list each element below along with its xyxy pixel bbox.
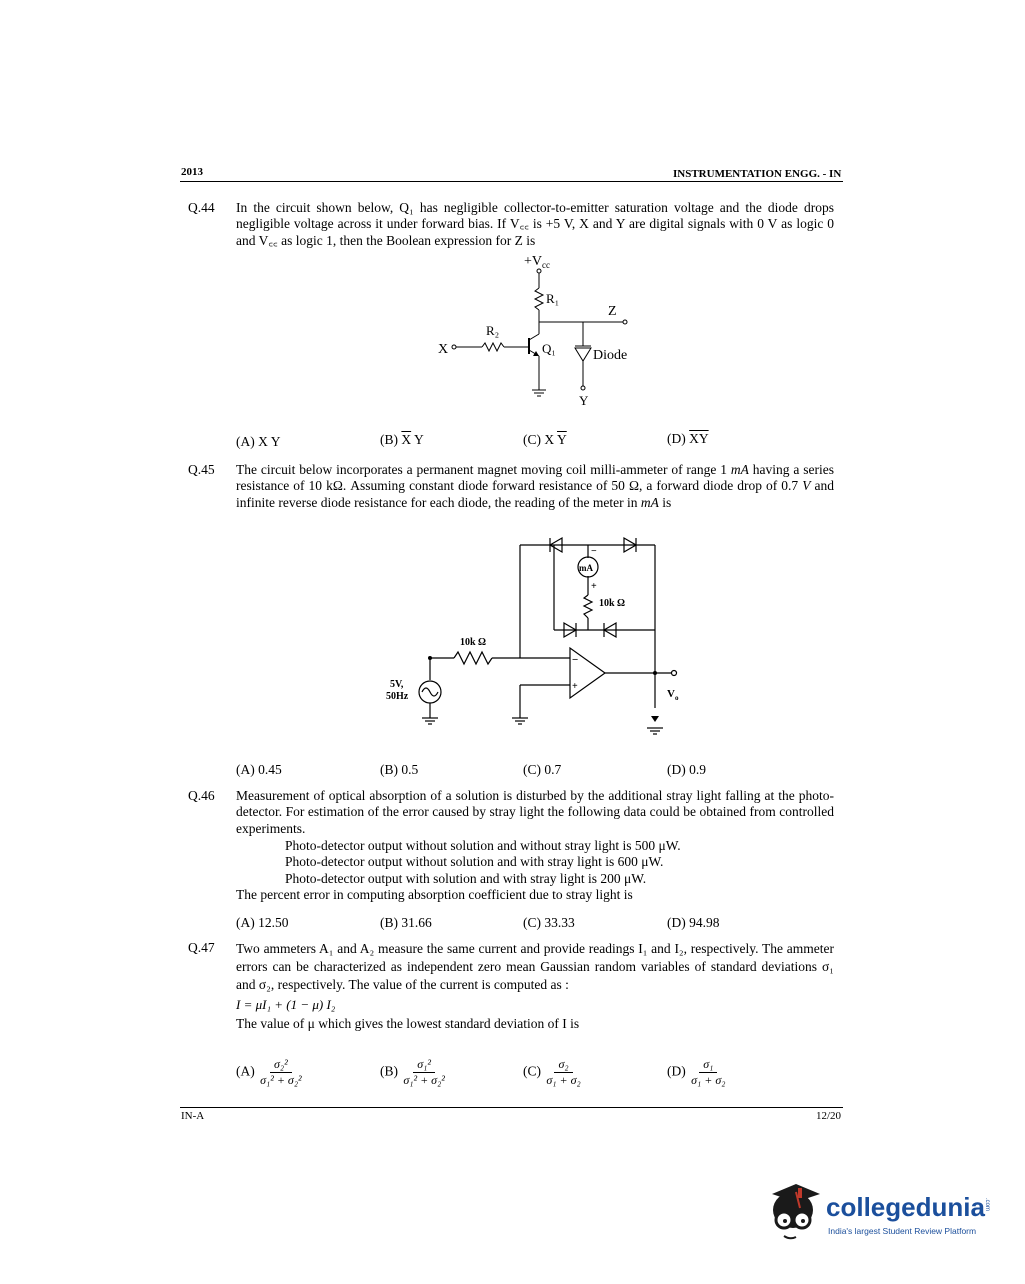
- vcc-label: $+V_{cc}$: [524, 254, 551, 270]
- source-voltage-label: 5V,: [390, 679, 404, 690]
- q47-formula: I = μI₁ + (1 − μ) I₂: [236, 997, 336, 1012]
- opamp-minus: −: [572, 654, 579, 666]
- fraction: $\frac{\text{σ₁²}}{\text{σ₁² + σ₂²}}$: [403, 1057, 445, 1087]
- exam-year: 2013: [181, 166, 203, 178]
- q45-circuit-diagram: [380, 530, 690, 750]
- q46-number: Q.46: [188, 788, 215, 803]
- collegedunia-logo: [766, 1180, 996, 1250]
- q46-option-b: (B) 31.66: [380, 915, 432, 930]
- q45-option-a: (A) 0.45: [236, 762, 282, 777]
- vo-label: $V_o$: [667, 688, 679, 702]
- q45-text: The circuit below incorporates a permanent magnet moving coil milli-ammeter of range 1 mA having a series resistance of 10 kΩ. Assuming constant diode forward resistance of 50 Ω, a forward diode drop of 0.7 V and infinite reverse diode resistance for each diode, the reading of the meter in mA is: [236, 462, 834, 510]
- q44-option-a: (A) X Y: [236, 434, 281, 449]
- fraction: $\frac{\text{σ₁}}{\text{σ₁ + σ₂}}$: [691, 1057, 726, 1087]
- q46-line: Photo-detector output with solution and with stray light is 200 μW.: [285, 870, 647, 886]
- q46-line: Photo-detector output without solution and with stray light is 600 μW.: [285, 854, 664, 870]
- meter-resistor-label: 10k Ω: [599, 598, 626, 609]
- q45-option-c: (C) 0.7: [523, 762, 562, 777]
- x-label: X: [438, 342, 449, 357]
- q44-option-c: (C) X $\overline{Y}$: [523, 432, 567, 447]
- q47-number: Q.47: [188, 940, 215, 955]
- r2-label: R₂: [486, 323, 500, 338]
- z-label: Z: [608, 304, 617, 319]
- q47-text: Two ammeters A₁ and A₂ measure the same current and provide readings I₁ and I₂, respectively. The ammeter errors can be characterized as independent zero mean Gaussian random variables of standard deviations σ₁ and σ₂, respectively. The value of the current is computed as :: [236, 941, 834, 992]
- footer-left: IN-A: [181, 1110, 205, 1122]
- diode-label: Diode: [593, 348, 628, 363]
- logo-domain-suffix: .com: [984, 1198, 990, 1212]
- q45-option-b: (B) 0.5: [380, 762, 419, 777]
- footer-page: 12/20: [816, 1110, 842, 1122]
- q47-option-b: (B) $\frac{\text{σ₁²}}{\text{σ₁² + σ₂²}}$: [380, 1057, 445, 1087]
- fraction: $\frac{\text{σ₂²}}{\text{σ₁² + σ₂²}}$: [260, 1057, 302, 1087]
- y-label: Y: [579, 393, 589, 408]
- logo-wordmark: collegedunia: [826, 1192, 985, 1222]
- q47-option-c: (C) $\frac{\text{σ₂}}{\text{σ₁ + σ₂}}$: [523, 1057, 581, 1087]
- q45-option-d: (D) 0.9: [667, 762, 706, 777]
- header-rule: [180, 181, 843, 182]
- meter-minus: −: [591, 546, 597, 557]
- q44-text: In the circuit shown below, Q₁ has negligible collector-to-emitter saturation voltage and the diode drops negligible voltage across it under forward bias. If V꜀꜀ is +5 V, X and Y are digital signals with 0 V as logic 0 and V꜀꜀ as logic 1, then the Boolean expression for Z is: [236, 200, 834, 248]
- input-resistor-label: 10k Ω: [460, 637, 487, 648]
- q44-option-b: (B) $\overline{X}$ Y: [380, 432, 424, 447]
- meter-plus: +: [591, 581, 597, 592]
- fraction: $\frac{\text{σ₂}}{\text{σ₁ + σ₂}}$: [546, 1057, 581, 1087]
- q47-option-d: (D) $\frac{\text{σ₁}}{\text{σ₁ + σ₂}}$: [667, 1057, 726, 1087]
- q46-data-lines: [285, 838, 681, 887]
- q46-tail: The percent error in computing absorption coefficient due to stray light is: [236, 887, 633, 902]
- q47-option-a: (A) $\frac{\text{σ₂²}}{\text{σ₁² + σ₂²}}$: [236, 1057, 302, 1087]
- logo-tagline: India's largest Student Review Platform: [828, 1226, 977, 1236]
- logo-mascot-icon: [766, 1180, 824, 1242]
- paper-title: INSTRUMENTATION ENGG. - IN: [673, 168, 842, 180]
- q44-number: Q.44: [188, 200, 215, 215]
- q47-tail: The value of μ which gives the lowest standard deviation of I is: [236, 1016, 580, 1031]
- source-frequency-label: 50Hz: [386, 691, 409, 702]
- q1-label: Q₁: [542, 341, 556, 356]
- q45-number: Q.45: [188, 462, 215, 477]
- q46-text: Measurement of optical absorption of a solution is disturbed by the additional stray light falling at the photo-detector. For estimation of the error caused by stray light the following data could be obtained from controlled experiments.: [236, 788, 834, 836]
- opamp-plus: +: [572, 681, 578, 692]
- q46-option-d: (D) 94.98: [667, 915, 720, 930]
- q44-option-d: (D) $\overline{XY}$: [667, 431, 709, 446]
- q46-line: Photo-detector output without solution and without stray light is 500 μW.: [285, 838, 681, 853]
- q46-option-a: (A) 12.50: [236, 915, 289, 930]
- q44-circuit-diagram: [430, 250, 660, 410]
- footer-rule: [180, 1107, 843, 1108]
- r1-label: R₁: [546, 291, 560, 306]
- meter-label: mA: [579, 563, 593, 573]
- q46-option-c: (C) 33.33: [523, 915, 575, 930]
